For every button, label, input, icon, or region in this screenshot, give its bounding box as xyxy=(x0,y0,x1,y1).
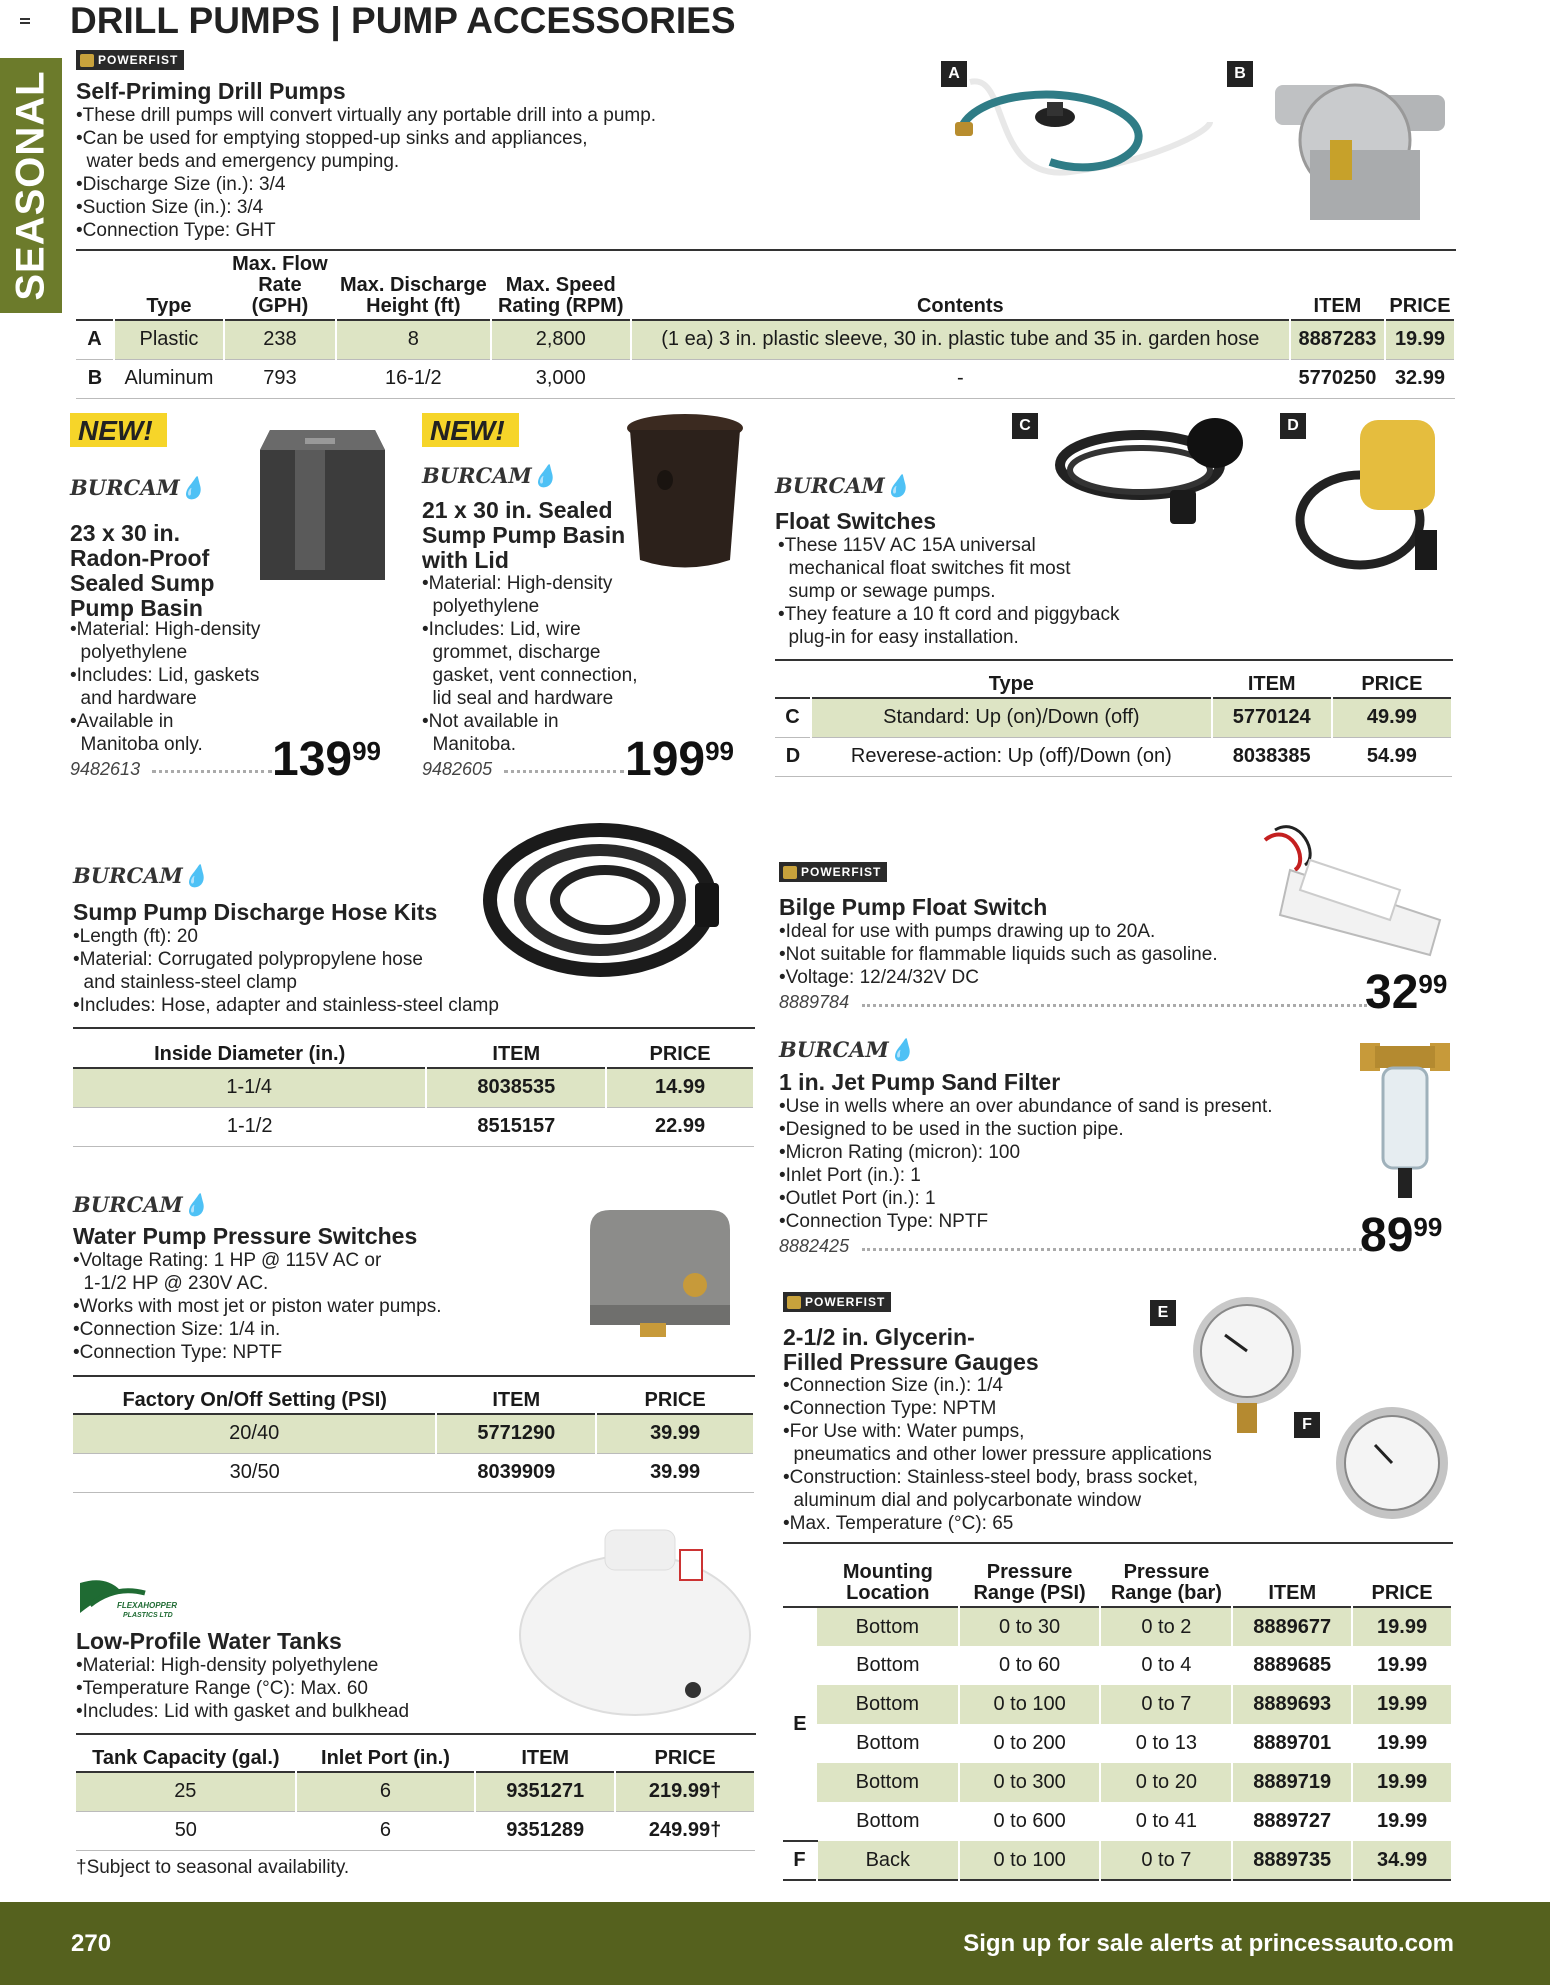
bullet-item: aluminum dial and polycarbonate window xyxy=(783,1490,1142,1511)
seasonal-side-tab xyxy=(0,58,62,313)
burcam-logo: BURCAM💧 xyxy=(775,473,911,498)
bullet-item: •Material: High-density polyethylene xyxy=(76,1655,379,1676)
float-switches-bullets xyxy=(778,534,1119,649)
bilge-switch-bullets xyxy=(779,920,1218,989)
table-row xyxy=(76,359,1455,398)
table-cell: F xyxy=(783,1841,817,1880)
table-cell: 8889735 xyxy=(1232,1841,1352,1880)
table-cell: 0 to 20 xyxy=(1100,1763,1232,1802)
bullet-item: pneumatics and other lower pressure applications xyxy=(783,1444,1212,1465)
sale-alerts-link[interactable]: Sign up for sale alerts at princessauto.com xyxy=(963,1930,1454,1957)
table-cell: 5771290 xyxy=(436,1414,596,1453)
table-cell: 19.99 xyxy=(1352,1607,1452,1646)
dot-leader xyxy=(862,1248,1362,1251)
drill-pumps-bullets xyxy=(76,104,656,242)
reverse-float-switch-image xyxy=(1290,410,1450,585)
col-header: Inside Diameter (in.) xyxy=(154,1043,346,1065)
col-header: ITEM xyxy=(1268,1582,1317,1604)
table-cell: Bottom xyxy=(817,1607,959,1646)
table-row xyxy=(775,698,1452,737)
col-header: ITEM xyxy=(1247,673,1296,695)
table-cell: 0 to 41 xyxy=(1135,1810,1197,1832)
title-line: 2-1/2 in. Glycerin- xyxy=(783,1324,975,1350)
table-cell: 0 to 2 xyxy=(1100,1607,1232,1646)
table-row xyxy=(783,1841,1452,1880)
table-cell: 9351271 xyxy=(475,1772,615,1811)
sealed-basin-bullets xyxy=(422,572,637,756)
col-header: Mounting Location xyxy=(842,1561,933,1604)
table-cell: 6 xyxy=(296,1772,476,1811)
bullet-item: •Material: High-density xyxy=(422,573,613,594)
bullet-item: •Includes: Lid, gaskets xyxy=(70,665,260,686)
menu-icon xyxy=(20,18,30,24)
table-cell: 6 xyxy=(379,1819,392,1841)
table-cell: 19.99 xyxy=(1352,1763,1452,1802)
table-cell: 8038385 xyxy=(1232,745,1311,767)
table-cell: 30/50 xyxy=(229,1461,280,1483)
bullet-item: •Voltage: 12/24/32V DC xyxy=(779,967,979,988)
col-header: Max. Flow Rate (GPH) xyxy=(232,253,328,317)
bullet-item: lid seal and hardware xyxy=(422,688,614,709)
col-header: PRICE xyxy=(1361,673,1423,695)
dot-leader xyxy=(504,770,624,773)
col-header: PRICE xyxy=(649,1043,711,1065)
back-mount-gauge-image xyxy=(1330,1405,1455,1525)
image-label-f: F xyxy=(1294,1412,1320,1438)
table-cell: 0 to 200 xyxy=(993,1732,1066,1754)
title-line: Radon-Proof xyxy=(70,545,210,571)
table-cell: 8889677 xyxy=(1232,1607,1352,1646)
image-label-d: D xyxy=(1280,413,1306,439)
bullet-item: •Connection Size (in.): 1/4 xyxy=(783,1375,1003,1396)
table-cell: Bottom xyxy=(856,1732,920,1754)
table-cell: 238 xyxy=(224,320,336,359)
col-header: PRICE xyxy=(1389,295,1451,317)
bilge-switch-title: Bilge Pump Float Switch xyxy=(779,894,1048,920)
table-cell: E xyxy=(783,1607,817,1841)
table-cell: 19.99 xyxy=(1377,1732,1428,1754)
seasonal-footnote: †Subject to seasonal availability. xyxy=(76,1857,350,1878)
col-header: ITEM xyxy=(1313,295,1362,317)
bullet-item: •Construction: Stainless-steel body, brass socket, xyxy=(783,1467,1198,1488)
drill-pumps-table xyxy=(76,252,1456,399)
sealed-basin-sku: 9482605 xyxy=(422,759,493,779)
bullet-item: •Available in xyxy=(70,711,174,732)
powerfist-logo: POWERFIST xyxy=(783,1292,891,1312)
table-cell: 32.99 xyxy=(1394,367,1445,389)
table-cell: 39.99 xyxy=(596,1414,754,1453)
table-row xyxy=(783,1763,1452,1802)
table-cell: 3,000 xyxy=(535,367,586,389)
sand-filter-sku: 8882425 xyxy=(779,1236,850,1256)
table-cell: 16-1/2 xyxy=(384,367,442,389)
bullet-item: •Inlet Port (in.): 1 xyxy=(779,1165,921,1186)
table-cell: 0 to 100 xyxy=(959,1685,1101,1724)
bullet-item: sump or sewage pumps. xyxy=(778,581,996,602)
dot-leader xyxy=(152,770,272,773)
table-row xyxy=(783,1646,1452,1685)
drill-pumps-title: Self-Priming Drill Pumps xyxy=(76,78,346,104)
table-cell: 8889685 xyxy=(1253,1654,1332,1676)
bullet-item: •Discharge Size (in.): 3/4 xyxy=(76,174,286,195)
table-cell: 49.99 xyxy=(1332,698,1452,737)
title-line: Pump Basin xyxy=(70,595,203,621)
table-cell: A xyxy=(76,320,114,359)
col-header: ITEM xyxy=(492,1389,541,1411)
table-row xyxy=(783,1802,1452,1841)
bullet-item: •Outlet Port (in.): 1 xyxy=(779,1188,936,1209)
col-header: Pressure Range (bar) xyxy=(1110,1561,1222,1604)
standard-float-switch-image xyxy=(1050,405,1255,540)
burcam-logo: BURCAM💧 xyxy=(73,863,209,888)
page-number: 270 xyxy=(71,1930,112,1957)
table-cell: 19.99 xyxy=(1377,1654,1428,1676)
image-label-c: C xyxy=(1012,413,1038,439)
bullet-item: •Ideal for use with pumps drawing up to 20A. xyxy=(779,921,1156,942)
image-label-b: B xyxy=(1227,61,1253,87)
table-cell: B xyxy=(76,359,114,398)
table-cell: 5770250 xyxy=(1298,367,1377,389)
bullet-item: •Includes: Lid, wire xyxy=(422,619,581,640)
bullet-item: grommet, discharge xyxy=(422,642,601,663)
table-cell: 9351289 xyxy=(506,1819,585,1841)
table-cell: 22.99 xyxy=(655,1115,706,1137)
table-cell: 8039909 xyxy=(477,1461,556,1483)
bullet-item: •Connection Size: 1/4 in. xyxy=(73,1319,281,1340)
radon-basin-bullets xyxy=(70,618,260,756)
bullet-item: •Connection Type: GHT xyxy=(76,220,276,241)
table-row xyxy=(783,1685,1452,1724)
table-cell: Bottom xyxy=(856,1810,920,1832)
col-header: Max. Speed Rating (RPM) xyxy=(497,274,624,317)
table-cell: Bottom xyxy=(856,1654,920,1676)
side-tab-label: SEASONAL xyxy=(8,70,53,301)
table-cell: 8 xyxy=(336,320,491,359)
image-label-a: A xyxy=(941,61,967,87)
hose-kits-bullets xyxy=(73,925,499,1017)
new-badge: NEW! xyxy=(70,413,167,447)
title-line: with Lid xyxy=(422,547,509,573)
sand-filter-bullets xyxy=(779,1095,1273,1233)
col-header: Type xyxy=(988,673,1034,695)
bilge-switch-image xyxy=(1250,820,1450,965)
title-line: 21 x 30 in. Sealed xyxy=(422,497,613,523)
bullet-item: •Material: High-density xyxy=(70,619,261,640)
powerfist-logo: POWERFIST xyxy=(779,862,887,882)
page-title: DRILL PUMPS | PUMP ACCESSORIES xyxy=(70,0,736,41)
bullet-item: •Connection Type: NPTF xyxy=(73,1342,283,1363)
page-footer xyxy=(0,1902,1550,1985)
table-cell: 25 xyxy=(76,1772,296,1811)
bullet-item: plug-in for easy installation. xyxy=(778,627,1019,648)
table-cell: Plastic xyxy=(114,320,224,359)
table-cell: 8889727 xyxy=(1253,1810,1332,1832)
table-cell: 19.99 xyxy=(1377,1810,1428,1832)
table-cell: Bottom xyxy=(817,1763,959,1802)
bullet-item: water beds and emergency pumping. xyxy=(76,151,400,172)
table-cell: 19.99 xyxy=(1352,1685,1452,1724)
col-header: Inlet Port (in.) xyxy=(321,1747,450,1769)
table-cell: 0 to 300 xyxy=(959,1763,1101,1802)
table-cell: 8889701 xyxy=(1253,1732,1332,1754)
burcam-logo: BURCAM💧 xyxy=(73,1192,209,1217)
table-cell: 14.99 xyxy=(606,1068,754,1107)
table-cell: C xyxy=(775,698,811,737)
table-row xyxy=(76,320,1455,359)
bullet-item: •Not suitable for flammable liquids such as gasoline. xyxy=(779,944,1218,965)
sealed-basin-price: 19999 xyxy=(625,733,735,786)
aluminum-drill-pump-image xyxy=(1255,55,1460,225)
table-cell: Bottom xyxy=(817,1685,959,1724)
plastic-drill-pump-image xyxy=(950,62,1215,202)
table-cell: 0 to 13 xyxy=(1135,1732,1197,1754)
table-cell: 0 to 60 xyxy=(999,1654,1061,1676)
bullet-item: •Micron Rating (micron): 100 xyxy=(779,1142,1021,1163)
table-cell: 8889719 xyxy=(1232,1763,1352,1802)
table-cell: 50 xyxy=(174,1819,197,1841)
pressure-switches-bullets xyxy=(73,1249,441,1364)
pressure-switch-image xyxy=(580,1205,740,1340)
col-header: Contents xyxy=(916,295,1004,317)
bullet-item: •Not available in xyxy=(422,711,559,732)
bullet-item: and hardware xyxy=(70,688,197,709)
burcam-logo: BURCAM💧 xyxy=(779,1037,915,1062)
bullet-item: •They feature a 10 ft cord and piggyback xyxy=(778,604,1120,625)
bilge-switch-price: 3299 xyxy=(1365,966,1448,1019)
gauges-bullets xyxy=(783,1374,1212,1535)
bullet-item: •Temperature Range (°C): Max. 60 xyxy=(76,1678,368,1699)
table-cell: 0 to 30 xyxy=(959,1607,1101,1646)
table-cell: - xyxy=(956,367,964,389)
hose-kits-title: Sump Pump Discharge Hose Kits xyxy=(73,899,438,925)
table-cell: 8038535 xyxy=(426,1068,606,1107)
new-badge: NEW! xyxy=(422,413,519,447)
powerfist-logo: POWERFIST xyxy=(76,50,184,70)
col-header: PRICE xyxy=(654,1747,716,1769)
burcam-logo: BURCAM💧 xyxy=(422,463,558,488)
radon-basin-image xyxy=(255,410,390,590)
bullet-item: •Includes: Lid with gasket and bulkhead xyxy=(76,1701,410,1722)
table-row xyxy=(73,1107,754,1146)
col-header: PRICE xyxy=(644,1389,706,1411)
bullet-item: •Length (ft): 20 xyxy=(73,926,198,947)
table-row xyxy=(76,1772,755,1811)
table-cell: 793 xyxy=(263,367,297,389)
table-cell: 2,800 xyxy=(491,320,631,359)
bullet-item: •Voltage Rating: 1 HP @ 115V AC or xyxy=(73,1250,382,1271)
dot-leader xyxy=(862,1004,1367,1007)
table-cell: 0 to 100 xyxy=(959,1841,1101,1880)
bullet-item: Manitoba. xyxy=(422,734,516,755)
bullet-item: Manitoba only. xyxy=(70,734,203,755)
water-tank-image xyxy=(515,1525,755,1720)
bullet-item: •Suction Size (in.): 3/4 xyxy=(76,197,264,218)
title-line: Sump Pump Basin xyxy=(422,522,626,548)
table-cell: 8515157 xyxy=(477,1115,556,1137)
radon-basin-sku: 9482613 xyxy=(70,759,141,779)
bullet-item: and stainless-steel clamp xyxy=(73,972,297,993)
table-row xyxy=(783,1607,1452,1646)
bullet-item: gasket, vent connection, xyxy=(422,665,638,686)
table-row xyxy=(76,1811,755,1850)
sand-filter-price: 8999 xyxy=(1360,1209,1443,1262)
table-cell: 0 to 7 xyxy=(1100,1841,1232,1880)
radon-basin-price: 13999 xyxy=(272,733,382,786)
table-cell: 0 to 4 xyxy=(1141,1654,1192,1676)
title-line: 23 x 30 in. xyxy=(70,520,180,546)
sand-filter-image xyxy=(1355,1038,1455,1213)
table-cell: 0 to 7 xyxy=(1100,1685,1232,1724)
table-cell: Reverese-action: Up (off)/Down (on) xyxy=(850,745,1172,767)
water-tanks-title: Low-Profile Water Tanks xyxy=(76,1628,342,1654)
bullet-item: 1-1/2 HP @ 230V AC. xyxy=(73,1273,269,1294)
image-label-e: E xyxy=(1150,1300,1176,1326)
table-cell: 0 to 600 xyxy=(993,1810,1066,1832)
bullet-item: •Connection Type: NPTM xyxy=(783,1398,997,1419)
bullet-item: •Max. Temperature (°C): 65 xyxy=(783,1513,1014,1534)
col-header: Type xyxy=(146,295,192,317)
title-line: Filled Pressure Gauges xyxy=(783,1349,1039,1375)
col-header: Factory On/Off Setting (PSI) xyxy=(122,1389,387,1411)
table-cell: Standard: Up (on)/Down (off) xyxy=(811,698,1212,737)
table-cell: 5770124 xyxy=(1212,698,1332,737)
table-row xyxy=(73,1453,754,1492)
col-header: Max. Discharge Height (ft) xyxy=(339,274,487,317)
gauges-title xyxy=(783,1325,1039,1375)
bullet-item: •Works with most jet or piston water pumps. xyxy=(73,1296,442,1317)
title-line: Sealed Sump xyxy=(70,570,215,596)
sealed-basin-image xyxy=(625,410,745,575)
bullet-item: •Includes: Hose, adapter and stainless-steel clamp xyxy=(73,995,499,1016)
discharge-hose-image xyxy=(480,805,740,980)
pressure-switches-table xyxy=(73,1376,755,1493)
table-cell: 8887283 xyxy=(1290,320,1385,359)
table-cell: 39.99 xyxy=(650,1461,701,1483)
burcam-logo: BURCAM💧 xyxy=(70,475,206,500)
bullet-item: •These 115V AC 15A universal xyxy=(778,535,1036,556)
col-header: Pressure Range (PSI) xyxy=(973,1561,1086,1604)
bullet-item: •Connection Type: NPTF xyxy=(779,1211,989,1232)
table-row xyxy=(73,1414,754,1453)
table-cell: 20/40 xyxy=(73,1414,436,1453)
bullet-item: •Designed to be used in the suction pipe. xyxy=(779,1119,1124,1140)
bullet-item: •For Use with: Water pumps, xyxy=(783,1421,1025,1442)
table-cell: 249.99† xyxy=(648,1819,722,1841)
flexahopper-subtext: PLASTICS LTD xyxy=(123,1612,173,1619)
flexahopper-text: FLEXAHOPPER xyxy=(117,1601,178,1610)
table-cell: 8889693 xyxy=(1232,1685,1352,1724)
table-cell: 1-1/2 xyxy=(226,1115,273,1137)
bullet-item: •Use in wells where an over abundance of sand is present. xyxy=(779,1096,1273,1117)
table-row xyxy=(775,737,1452,776)
sand-filter-title: 1 in. Jet Pump Sand Filter xyxy=(779,1069,1061,1095)
table-cell: 34.99 xyxy=(1352,1841,1452,1880)
pressure-switches-title: Water Pump Pressure Switches xyxy=(73,1223,418,1249)
col-header: ITEM xyxy=(521,1747,570,1769)
hose-kits-table xyxy=(73,1028,755,1147)
table-cell: 19.99 xyxy=(1385,320,1455,359)
bullet-item: •Can be used for emptying stopped-up sinks and appliances, xyxy=(76,128,588,149)
bullet-item: •Material: Corrugated polypropylene hose xyxy=(73,949,423,970)
table-cell: 219.99† xyxy=(615,1772,755,1811)
gauges-table xyxy=(783,1543,1453,1881)
table-row xyxy=(783,1724,1452,1763)
table-cell: (1 ea) 3 in. plastic sleeve, 30 in. plastic tube and 35 in. garden hose xyxy=(631,320,1290,359)
bullet-item: polyethylene xyxy=(422,596,540,617)
bullet-item: polyethylene xyxy=(70,642,188,663)
table-cell: D xyxy=(775,737,811,776)
bilge-switch-sku: 8889784 xyxy=(779,992,850,1012)
bullet-item: mechanical float switches fit most xyxy=(778,558,1071,579)
table-cell: 54.99 xyxy=(1366,745,1417,767)
water-tanks-table xyxy=(76,1734,756,1851)
table-cell: Back xyxy=(817,1841,959,1880)
col-header: PRICE xyxy=(1371,1582,1433,1604)
radon-basin-title xyxy=(70,521,214,621)
col-header: ITEM xyxy=(492,1043,541,1065)
divider xyxy=(76,249,1456,251)
water-tanks-bullets xyxy=(76,1654,409,1723)
table-row xyxy=(73,1068,754,1107)
float-switches-title: Float Switches xyxy=(775,508,937,534)
col-header: Tank Capacity (gal.) xyxy=(92,1747,280,1769)
table-cell: Aluminum xyxy=(124,367,214,389)
flexahopper-logo xyxy=(75,1575,200,1620)
float-switches-table xyxy=(775,660,1453,777)
table-cell: 1-1/4 xyxy=(73,1068,426,1107)
bullet-item: •These drill pumps will convert virtually any portable drill into a pump. xyxy=(76,105,657,126)
sealed-basin-title xyxy=(422,498,625,573)
